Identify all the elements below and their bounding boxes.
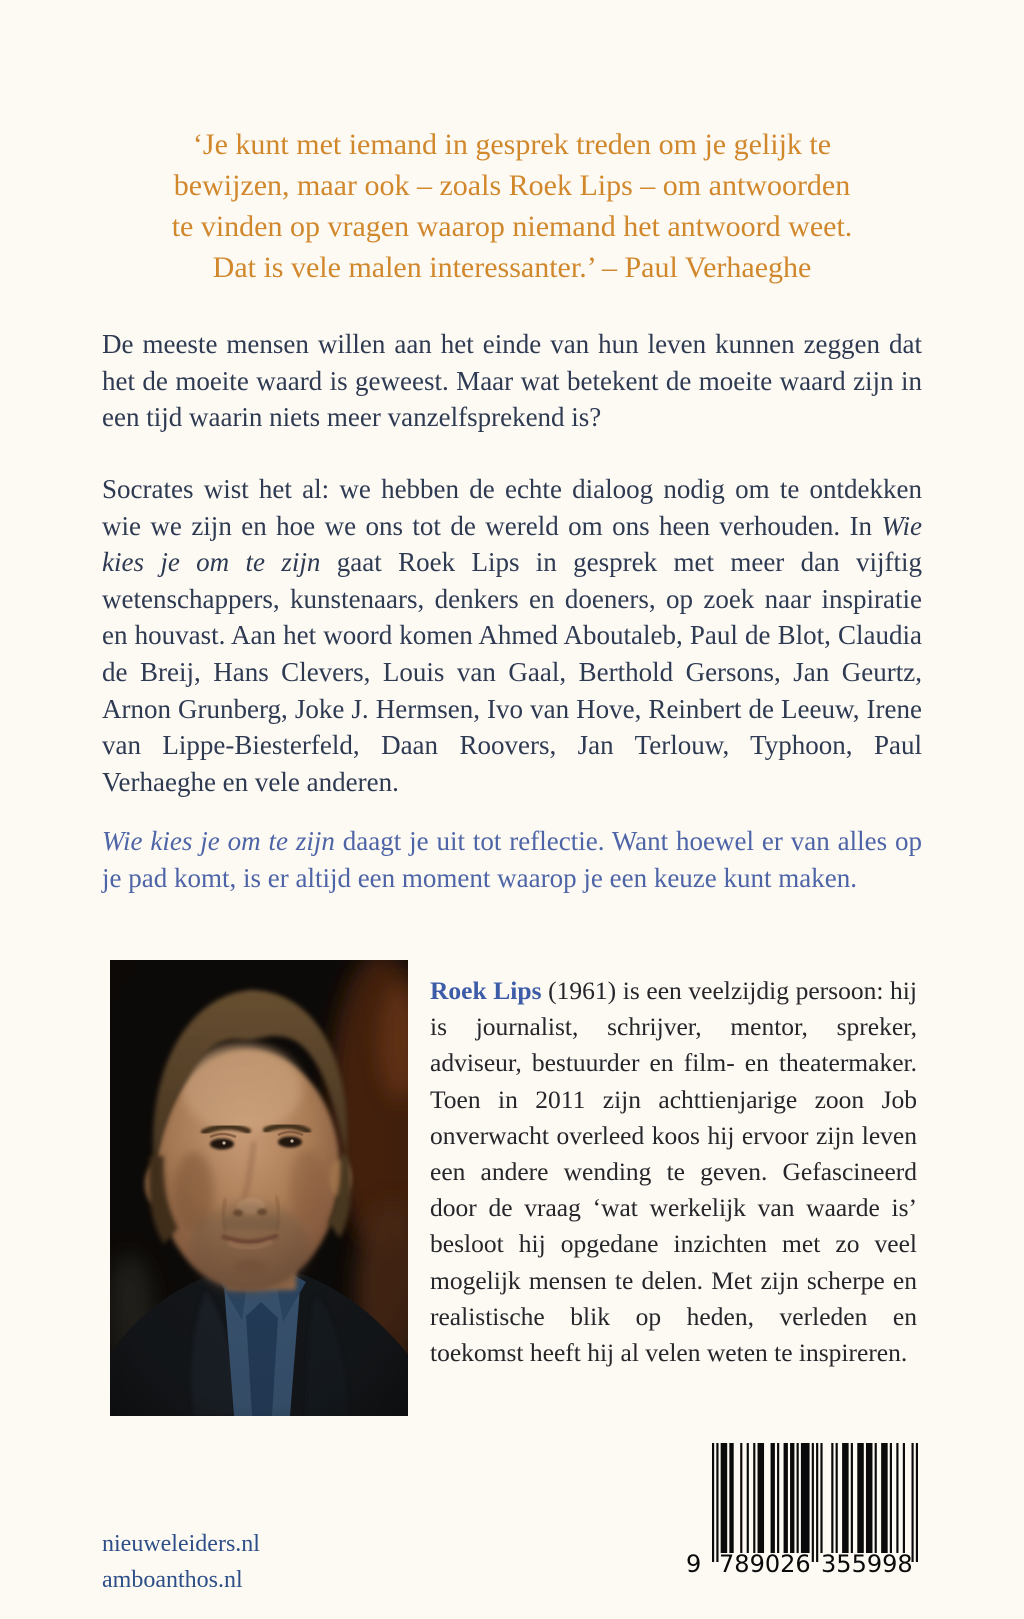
link-nieuweleiders[interactable]: nieuweleiders.nl: [102, 1531, 260, 1557]
blurb-paragraph-1: De meeste mensen willen aan het einde van hun leven kunnen zeggen dat het de moeite waard is geweest. Maar wat betekent de moeite waard zijn in een tijd waarin niets meer vanzelfsprekend is?: [102, 329, 922, 433]
barcode-bars-icon: [712, 1443, 918, 1562]
barcode-left-digits: 7 8 9 0 2 6: [719, 1550, 811, 1578]
publisher-links: [102, 1527, 260, 1598]
blurb-paragraph-2: Socrates wist het al: we hebben de echte dialoog nodig om te ontdekken wie we zijn en hoe we ons tot de wereld om ons heen verhouden. In Wie kies je om te zijn gaat Roek Lips in gesprek met meer dan vijftig wetenschappers, kunstenaars, denkers en doeners, op zoek naar inspiratie en houvast. Aan het woord komen Ahmed Aboutaleb, Paul de Blot, Claudia de Breij, Hans Clevers, Louis van Gaal, Berthold Gersons, Jan Geurtz, Arnon Grunberg, Joke J. Hermsen, Ivo van Hove, Reinbert de Leeuw, Irene van Lippe-Biesterfeld, Daan Roovers, Jan Terlouw, Typhoon, Paul Verhaeghe en vele anderen.: [102, 474, 922, 797]
barcode-lead-digit: 9: [686, 1550, 702, 1578]
endorsement-quote: [80, 124, 944, 288]
author-bio: Roek Lips (1961) is een veelzijdig persoon: hij is journalist, schrijver, mentor, spreker, adviseur, bestuurder en film- en theatermaker. Toen in 2011 zijn achttienjarige zoon Job onverwacht overleed koos hij ervoor zijn leven een andere wending te geven. Gefascineerd door de vraag ‘wat werkelijk van waarde is’ besloot hij opgedane inzichten met zo veel mogelijk mensen te delen. Met zijn scherpe en realistische blik op heden, verleden en toekomst heeft hij al velen weten te inspireren.: [430, 976, 917, 1368]
quote-line-3: te vinden op vragen waarop niemand het antwoord weet.: [171, 210, 853, 243]
link-amboanthos[interactable]: amboanthos.nl: [102, 1566, 243, 1593]
barcode-right-digits: 3 5 5 9 9 8: [821, 1550, 913, 1578]
author-portrait-photo: [110, 960, 408, 1416]
quote-line-2: bewijzen, maar ook – zoals Roek Lips – om antwoorden: [173, 169, 851, 202]
isbn-barcode: [686, 1443, 924, 1580]
author-portrait-illustration: [110, 960, 408, 1416]
quote-line-1: ‘Je kunt met iemand in gesprek treden om je gelijk te: [192, 128, 832, 161]
blurb-paragraph-3: Wie kies je om te zijn daagt je uit tot reflectie. Want hoewel er van alles op je pad komt, is er altijd een moment waarop je een keuze kunt maken.: [102, 826, 923, 893]
quote-line-4: Dat is vele malen interessanter.’ – Paul Verhaeghe: [212, 251, 812, 284]
